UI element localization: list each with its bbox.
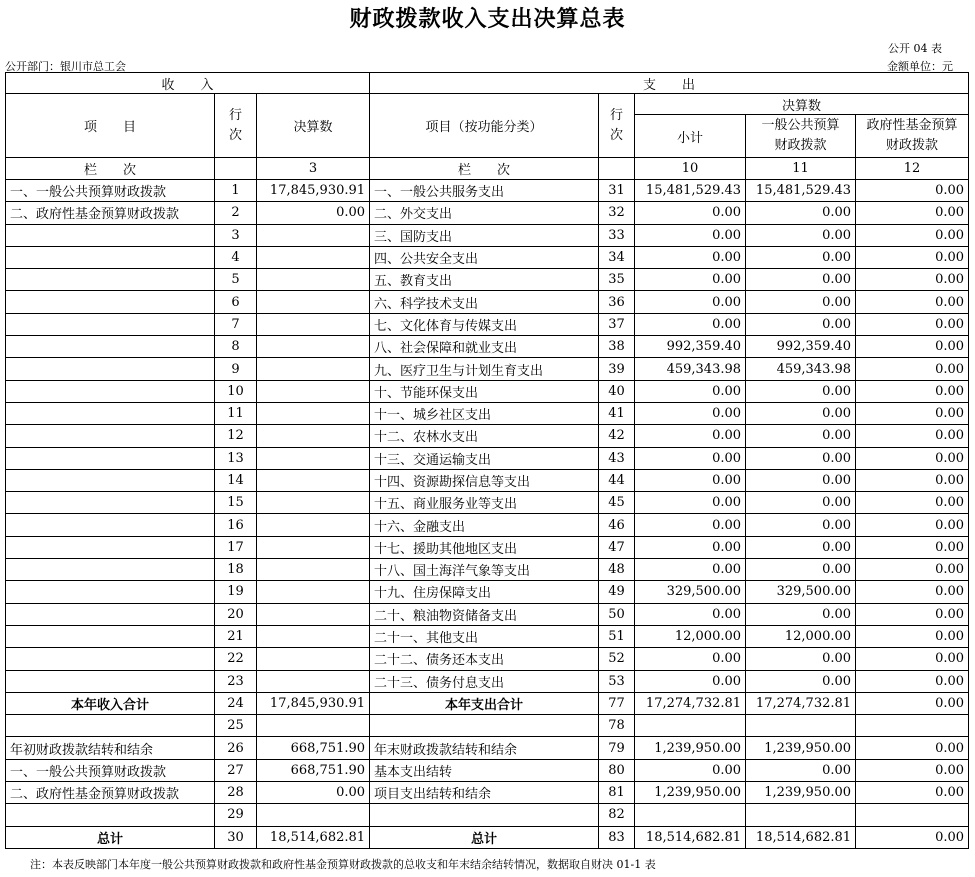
income-amount-cell: [257, 358, 370, 380]
table-row: [6, 804, 969, 826]
expense-row-no-cell: 40: [599, 380, 635, 402]
subtotal-cell: 0.00: [635, 536, 746, 558]
general-budget-cell: 0.00: [746, 536, 856, 558]
fund-budget-cell: 0.00: [856, 425, 969, 447]
expense-item-cell: 四、公共安全支出: [370, 246, 599, 268]
fund-budget-cell: [856, 804, 969, 826]
subtotal-cell: 18,514,682.81: [635, 826, 746, 848]
fund-budget-cell: 0.00: [856, 782, 969, 804]
income-item-cell: [6, 559, 215, 581]
income-row-no-cell: 29: [215, 804, 257, 826]
table-row: [6, 737, 969, 759]
general-budget-cell: 1,239,950.00: [746, 782, 856, 804]
income-amount-cell: 668,751.90: [257, 759, 370, 781]
income-row-no-cell: 12: [215, 425, 257, 447]
expense-row-no-cell: 39: [599, 358, 635, 380]
income-item-cell: [6, 291, 215, 313]
expense-item-cell: 十六、金融支出: [370, 514, 599, 536]
income-item-cell: [6, 492, 215, 514]
income-row-no-cell: 9: [215, 358, 257, 380]
lan-ci-left: 栏 次: [6, 158, 215, 180]
fund-budget-cell: 0.00: [856, 180, 969, 202]
subtotal-header: 小计: [635, 115, 746, 158]
fund-budget-cell: 0.00: [856, 625, 969, 647]
expense-row-no-cell: 32: [599, 202, 635, 224]
expense-row-no-cell: 82: [599, 804, 635, 826]
expense-row-no-cell: 77: [599, 692, 635, 714]
expense-group-header: 支 出: [370, 73, 969, 94]
income-row-no-cell: 11: [215, 402, 257, 424]
expense-row-no-cell: 42: [599, 425, 635, 447]
table-row: [6, 224, 969, 246]
income-row-no-cell: 20: [215, 603, 257, 625]
income-row-no-cell: 15: [215, 492, 257, 514]
expense-item-cell: 二十三、债务付息支出: [370, 670, 599, 692]
income-item-cell: 年初财政拨款结转和结余: [6, 737, 215, 759]
expense-item-cell: 十二、农林水支出: [370, 425, 599, 447]
subtotal-cell: 0.00: [635, 759, 746, 781]
income-amount-cell: 0.00: [257, 782, 370, 804]
fund-budget-cell: 0.00: [856, 469, 969, 491]
general-budget-cell: 12,000.00: [746, 625, 856, 647]
income-item-cell: [6, 380, 215, 402]
page-title: 财政拨款收入支出决算总表: [349, 7, 626, 32]
income-group-header: 收 入: [6, 73, 370, 94]
general-budget-cell: 0.00: [746, 492, 856, 514]
table-row: [6, 715, 969, 737]
fund-budget-cell: 0.00: [856, 492, 969, 514]
subtotal-cell: 0.00: [635, 514, 746, 536]
expense-row-no-cell: 51: [599, 625, 635, 647]
expense-item-cell: 十五、商业服务业等支出: [370, 492, 599, 514]
lan-10: 10: [635, 158, 746, 180]
income-item-cell: [6, 514, 215, 536]
expense-item-cell: 六、科学技术支出: [370, 291, 599, 313]
general-budget-cell: 0.00: [746, 514, 856, 536]
general-budget-cell: 0.00: [746, 559, 856, 581]
fund-budget-cell: 0.00: [856, 202, 969, 224]
general-budget-cell: 15,481,529.43: [746, 180, 856, 202]
expense-item-cell: 二十二、债务还本支出: [370, 648, 599, 670]
expense-row-no-cell: 45: [599, 492, 635, 514]
expense-item-cell: 基本支出结转: [370, 759, 599, 781]
expense-row-no-cell: 37: [599, 313, 635, 335]
income-item-cell: [6, 313, 215, 335]
expense-row-no-cell: 44: [599, 469, 635, 491]
table-row: [6, 782, 969, 804]
income-row-no-cell: 8: [215, 336, 257, 358]
expense-item-cell: [370, 804, 599, 826]
income-item-cell: [6, 224, 215, 246]
income-amount-cell: [257, 581, 370, 603]
footnote: 注：本表反映部门本年度一般公共预算财政拨款和政府性基金预算财政拨款的总收支和年末结余结转情况，数据取自财决 01-1 表: [30, 858, 656, 871]
income-item-cell: [6, 536, 215, 558]
expense-row-no-header: 行 次: [599, 94, 635, 158]
income-amount-cell: [257, 380, 370, 402]
income-row-no-cell: 24: [215, 692, 257, 714]
expense-row-no-cell: 35: [599, 269, 635, 291]
income-item-cell: 二、政府性基金预算财政拨款: [6, 202, 215, 224]
fund-budget-cell: 0.00: [856, 826, 969, 848]
income-row-no-cell: 13: [215, 447, 257, 469]
subtotal-cell: 0.00: [635, 492, 746, 514]
fund-budget-cell: 0.00: [856, 670, 969, 692]
income-item-cell: [6, 648, 215, 670]
subtotal-cell: 15,481,529.43: [635, 180, 746, 202]
expense-item-cell: 二、外交支出: [370, 202, 599, 224]
income-row-no-cell: 3: [215, 224, 257, 246]
general-budget-cell: 0.00: [746, 425, 856, 447]
income-amount-cell: [257, 402, 370, 424]
expense-item-cell: [370, 715, 599, 737]
general-budget-cell: 18,514,682.81: [746, 826, 856, 848]
fund-budget-header: 政府性基金预算 财政拨款: [856, 115, 969, 158]
income-row-no-cell: 17: [215, 536, 257, 558]
income-item-cell: [6, 804, 215, 826]
income-amount-cell: [257, 514, 370, 536]
lan-12: 12: [856, 158, 969, 180]
expense-row-no-cell: 41: [599, 402, 635, 424]
table-row: [6, 514, 969, 536]
table-row: [6, 180, 969, 202]
general-budget-cell: 0.00: [746, 313, 856, 335]
expense-row-no-cell: 31: [599, 180, 635, 202]
income-amount-cell: [257, 425, 370, 447]
table-row: [6, 402, 969, 424]
table-row: [6, 492, 969, 514]
income-row-no-cell: 10: [215, 380, 257, 402]
fund-budget-cell: 0.00: [856, 581, 969, 603]
subtotal-cell: 0.00: [635, 603, 746, 625]
table-row: [6, 336, 969, 358]
fund-budget-cell: 0.00: [856, 514, 969, 536]
expense-row-no-cell: 46: [599, 514, 635, 536]
expense-item-cell: 二十、粮油物资储备支出: [370, 603, 599, 625]
table-row: [6, 202, 969, 224]
fund-budget-cell: 0.00: [856, 380, 969, 402]
income-row-no-cell: 16: [215, 514, 257, 536]
income-item-cell: 二、政府性基金预算财政拨款: [6, 782, 215, 804]
expense-row-no-cell: 36: [599, 291, 635, 313]
subtotal-cell: 329,500.00: [635, 581, 746, 603]
lan-empty-cell: [599, 158, 635, 180]
general-budget-cell: 0.00: [746, 447, 856, 469]
subtotal-cell: 0.00: [635, 425, 746, 447]
income-row-no-cell: 18: [215, 559, 257, 581]
subtotal-cell: 0.00: [635, 559, 746, 581]
income-item-cell: [6, 246, 215, 268]
income-row-no-cell: 14: [215, 469, 257, 491]
table-row: [6, 670, 969, 692]
income-amount-cell: [257, 625, 370, 647]
expense-item-cell: 十、节能环保支出: [370, 380, 599, 402]
table-row: [6, 581, 969, 603]
general-budget-cell: 992,359.40: [746, 336, 856, 358]
lan-empty-cell: [215, 158, 257, 180]
fund-budget-cell: 0.00: [856, 648, 969, 670]
subtotal-cell: [635, 715, 746, 737]
income-item-cell: [6, 358, 215, 380]
fund-budget-cell: 0.00: [856, 313, 969, 335]
general-budget-cell: 1,239,950.00: [746, 737, 856, 759]
table-row: [6, 380, 969, 402]
income-row-no-cell: 6: [215, 291, 257, 313]
income-amount-cell: [257, 492, 370, 514]
income-item-cell: 总计: [6, 826, 215, 848]
header-row-columns: [6, 94, 969, 115]
subtotal-cell: 0.00: [635, 469, 746, 491]
income-amount-cell: [257, 291, 370, 313]
income-amount-cell: [257, 603, 370, 625]
subtotal-cell: 0.00: [635, 648, 746, 670]
expense-row-no-cell: 38: [599, 336, 635, 358]
budget-table: [5, 72, 969, 849]
expense-row-no-cell: 43: [599, 447, 635, 469]
income-amount-cell: [257, 224, 370, 246]
expense-row-no-cell: 34: [599, 246, 635, 268]
income-row-no-cell: 22: [215, 648, 257, 670]
lan-ci-right: 栏 次: [370, 158, 599, 180]
fund-budget-cell: 0.00: [856, 737, 969, 759]
fund-budget-cell: 0.00: [856, 559, 969, 581]
subtotal-cell: 0.00: [635, 224, 746, 246]
income-row-no-cell: 21: [215, 625, 257, 647]
income-amount-cell: 0.00: [257, 202, 370, 224]
income-item-cell: [6, 425, 215, 447]
expense-row-no-cell: 79: [599, 737, 635, 759]
income-amount-cell: 668,751.90: [257, 737, 370, 759]
income-amount-cell: [257, 313, 370, 335]
table-row: [6, 469, 969, 491]
general-budget-cell: 0.00: [746, 759, 856, 781]
income-amount-cell: [257, 447, 370, 469]
income-item-cell: [6, 670, 215, 692]
subtotal-cell: 0.00: [635, 670, 746, 692]
column-number-row: [6, 158, 969, 180]
expense-row-no-cell: 49: [599, 581, 635, 603]
income-item-cell: [6, 581, 215, 603]
general-budget-header: 一般公共预算 财政拨款: [746, 115, 856, 158]
fund-budget-cell: 0.00: [856, 759, 969, 781]
income-item-cell: [6, 269, 215, 291]
income-item-cell: 一、一般公共预算财政拨款: [6, 759, 215, 781]
income-row-no-header: 行 次: [215, 94, 257, 158]
expense-item-cell: 本年支出合计: [370, 692, 599, 714]
income-row-no-cell: 28: [215, 782, 257, 804]
expense-item-cell: 总计: [370, 826, 599, 848]
income-item-cell: [6, 447, 215, 469]
income-amount-cell: 17,845,930.91: [257, 180, 370, 202]
general-budget-cell: 0.00: [746, 202, 856, 224]
expense-item-cell: 一、一般公共服务支出: [370, 180, 599, 202]
expense-row-no-cell: 48: [599, 559, 635, 581]
income-item-cell: [6, 715, 215, 737]
fund-budget-cell: 0.00: [856, 246, 969, 268]
lan-11: 11: [746, 158, 856, 180]
expense-row-no-cell: 80: [599, 759, 635, 781]
table-row: [6, 692, 969, 714]
expense-item-header: 项目（按功能分类）: [370, 94, 599, 158]
expense-row-no-cell: 81: [599, 782, 635, 804]
general-budget-cell: [746, 804, 856, 826]
table-row: [6, 425, 969, 447]
subtotal-cell: 17,274,732.81: [635, 692, 746, 714]
fund-budget-cell: 0.00: [856, 224, 969, 246]
unit-label: 金额单位：元: [887, 60, 953, 73]
lan-3: 3: [257, 158, 370, 180]
general-budget-cell: 0.00: [746, 291, 856, 313]
income-amount-cell: [257, 804, 370, 826]
income-item-header: 项 目: [6, 94, 215, 158]
income-row-no-cell: 2: [215, 202, 257, 224]
income-item-cell: [6, 603, 215, 625]
fund-budget-cell: 0.00: [856, 336, 969, 358]
expense-row-no-cell: 52: [599, 648, 635, 670]
general-budget-cell: 0.00: [746, 269, 856, 291]
subtotal-cell: 0.00: [635, 246, 746, 268]
subtotal-cell: 0.00: [635, 291, 746, 313]
expense-item-cell: 十一、城乡社区支出: [370, 402, 599, 424]
income-item-cell: [6, 402, 215, 424]
table-row: [6, 536, 969, 558]
income-amount-cell: [257, 670, 370, 692]
table-row: [6, 447, 969, 469]
general-budget-cell: 0.00: [746, 402, 856, 424]
expense-item-cell: 十四、资源勘探信息等支出: [370, 469, 599, 491]
income-amount-cell: 18,514,682.81: [257, 826, 370, 848]
table-row: [6, 291, 969, 313]
table-row: [6, 313, 969, 335]
table-row: [6, 246, 969, 268]
expense-item-cell: 项目支出结转和结余: [370, 782, 599, 804]
subtotal-cell: 0.00: [635, 313, 746, 335]
general-budget-cell: 0.00: [746, 224, 856, 246]
income-amount-header: 决算数: [257, 94, 370, 158]
general-budget-cell: 0.00: [746, 648, 856, 670]
income-row-no-cell: 19: [215, 581, 257, 603]
expense-row-no-cell: 50: [599, 603, 635, 625]
income-row-no-cell: 25: [215, 715, 257, 737]
expense-item-cell: 五、教育支出: [370, 269, 599, 291]
table-row: [6, 269, 969, 291]
income-row-no-cell: 30: [215, 826, 257, 848]
table-row: [6, 826, 969, 848]
income-amount-cell: [257, 469, 370, 491]
income-amount-cell: 17,845,930.91: [257, 692, 370, 714]
subtotal-cell: 0.00: [635, 447, 746, 469]
general-budget-cell: 459,343.98: [746, 358, 856, 380]
subtotal-cell: 992,359.40: [635, 336, 746, 358]
general-budget-cell: 0.00: [746, 603, 856, 625]
income-amount-cell: [257, 648, 370, 670]
subtotal-cell: 0.00: [635, 202, 746, 224]
income-amount-cell: [257, 336, 370, 358]
fund-budget-cell: 0.00: [856, 269, 969, 291]
fund-budget-cell: 0.00: [856, 603, 969, 625]
fund-budget-cell: [856, 715, 969, 737]
expense-item-cell: 年末财政拨款结转和结余: [370, 737, 599, 759]
income-item-cell: [6, 469, 215, 491]
expense-row-no-cell: 78: [599, 715, 635, 737]
table-row: [6, 603, 969, 625]
expense-item-cell: 二十一、其他支出: [370, 625, 599, 647]
general-budget-cell: 0.00: [746, 246, 856, 268]
income-item-cell: 本年收入合计: [6, 692, 215, 714]
income-item-cell: 一、一般公共预算财政拨款: [6, 180, 215, 202]
income-item-cell: [6, 625, 215, 647]
expense-item-cell: 十九、住房保障支出: [370, 581, 599, 603]
fund-budget-cell: 0.00: [856, 447, 969, 469]
subtotal-cell: 0.00: [635, 380, 746, 402]
income-amount-cell: [257, 246, 370, 268]
expense-item-cell: 八、社会保障和就业支出: [370, 336, 599, 358]
subtotal-cell: 0.00: [635, 402, 746, 424]
subtotal-cell: 12,000.00: [635, 625, 746, 647]
income-row-no-cell: 5: [215, 269, 257, 291]
table-row: [6, 759, 969, 781]
fund-budget-cell: 0.00: [856, 692, 969, 714]
general-budget-cell: 329,500.00: [746, 581, 856, 603]
fund-budget-cell: 0.00: [856, 291, 969, 313]
expense-item-cell: 七、文化体育与传媒支出: [370, 313, 599, 335]
expense-row-no-cell: 53: [599, 670, 635, 692]
form-number: 公开 04 表: [888, 42, 942, 55]
income-row-no-cell: 26: [215, 737, 257, 759]
expense-row-no-cell: 83: [599, 826, 635, 848]
expense-row-no-cell: 33: [599, 224, 635, 246]
income-row-no-cell: 27: [215, 759, 257, 781]
income-row-no-cell: 7: [215, 313, 257, 335]
general-budget-cell: [746, 715, 856, 737]
income-row-no-cell: 1: [215, 180, 257, 202]
expense-row-no-cell: 47: [599, 536, 635, 558]
table-row: [6, 358, 969, 380]
subtotal-cell: 1,239,950.00: [635, 782, 746, 804]
income-amount-cell: [257, 536, 370, 558]
subtotal-cell: 0.00: [635, 269, 746, 291]
fund-budget-cell: 0.00: [856, 358, 969, 380]
general-budget-cell: 0.00: [746, 380, 856, 402]
fund-budget-cell: 0.00: [856, 402, 969, 424]
expense-item-cell: 十八、国土海洋气象等支出: [370, 559, 599, 581]
general-budget-cell: 17,274,732.81: [746, 692, 856, 714]
expense-item-cell: 三、国防支出: [370, 224, 599, 246]
expense-amount-group-header: 决算数: [635, 94, 969, 115]
income-amount-cell: [257, 715, 370, 737]
income-row-no-cell: 23: [215, 670, 257, 692]
income-amount-cell: [257, 559, 370, 581]
table-row: [6, 648, 969, 670]
general-budget-cell: 0.00: [746, 469, 856, 491]
general-budget-cell: 0.00: [746, 670, 856, 692]
table-row: [6, 625, 969, 647]
income-amount-cell: [257, 269, 370, 291]
fund-budget-cell: 0.00: [856, 536, 969, 558]
department-label: 公开部门：银川市总工会: [5, 60, 126, 73]
subtotal-cell: 1,239,950.00: [635, 737, 746, 759]
income-row-no-cell: 4: [215, 246, 257, 268]
subtotal-cell: 459,343.98: [635, 358, 746, 380]
expense-item-cell: 九、医疗卫生与计划生育支出: [370, 358, 599, 380]
table-row: [6, 559, 969, 581]
header-row-group: [6, 73, 969, 94]
subtotal-cell: [635, 804, 746, 826]
expense-item-cell: 十七、援助其他地区支出: [370, 536, 599, 558]
income-item-cell: [6, 336, 215, 358]
expense-item-cell: 十三、交通运输支出: [370, 447, 599, 469]
